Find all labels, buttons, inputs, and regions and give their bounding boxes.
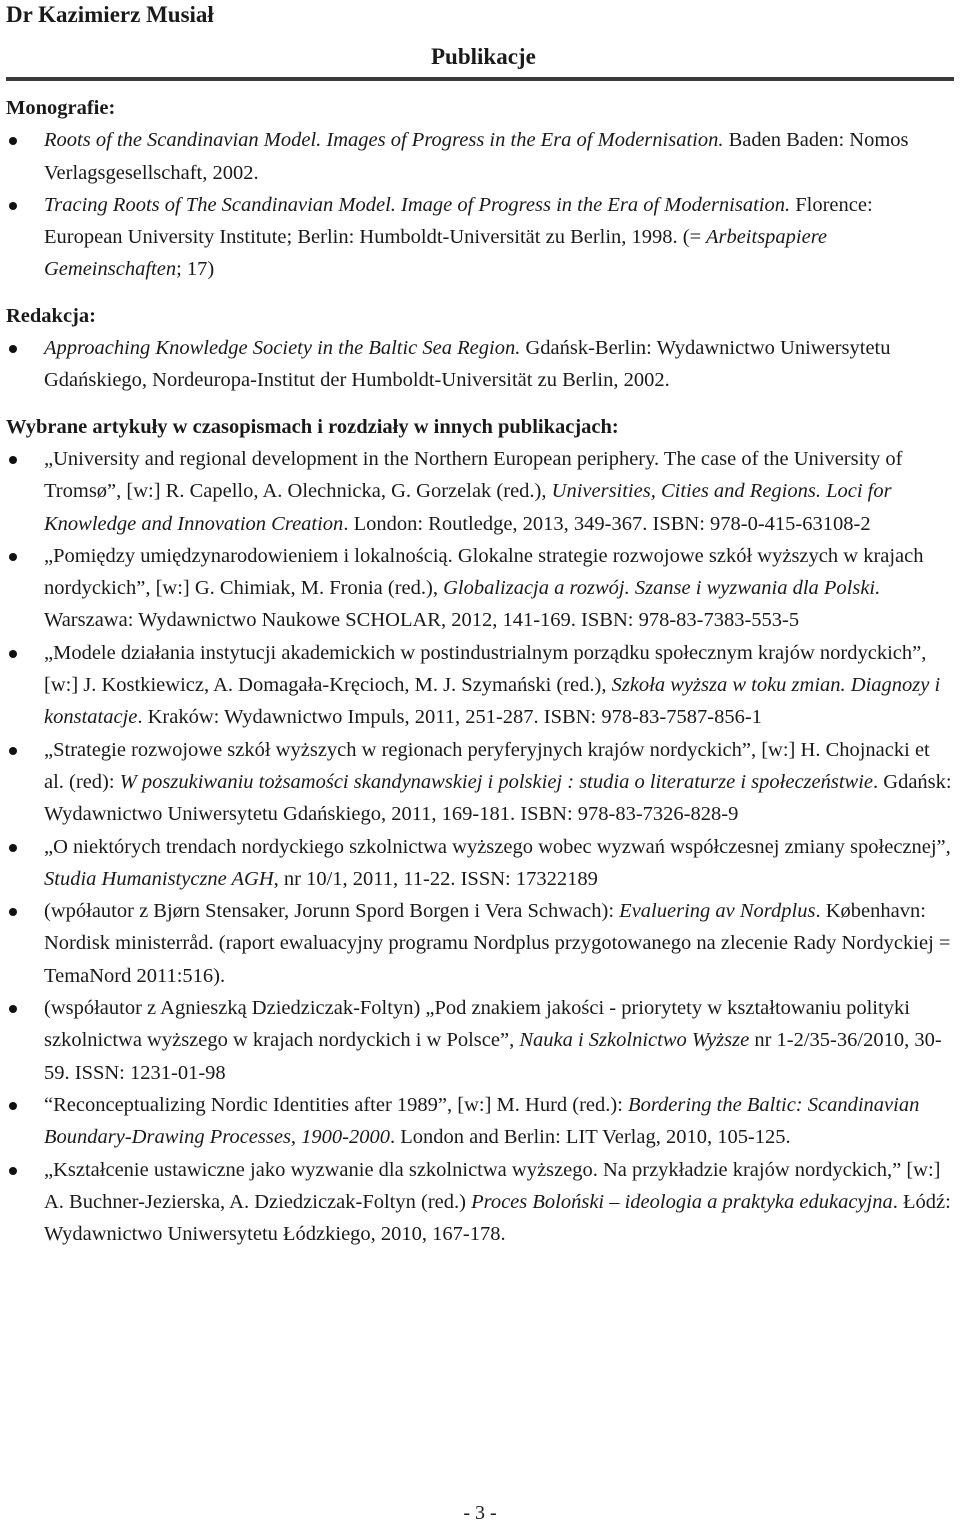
article-title: (współautor z Agnieszką Dziedziczak-Foltyn) „Pod znakiem jakości - priorytety w kształtowaniu polityki szkolnictwa wyższego w krajach nordyckich i w Polsce”, [44, 997, 910, 1052]
source-title: Universities, Cities and Regions. Loci for Knowledge and Innovation Creation [44, 480, 892, 535]
publication-details: . København: Nordisk ministerråd. (raport ewaluacyjny programu Nordplus przygotowanego na zlecenie Rady Nordyckiej = TemaNord 2011:516). [44, 900, 951, 987]
source-title: Nauka i Szkolnictwo Wyższe [519, 1029, 750, 1052]
article-title: „Kształcenie ustawiczne jako wyzwanie dla szkolnictwa wyższego. Na przykładzie krajów nordyckich,” [w:] A. Buchner-Jezierska, A. Dziedziczak-Foltyn (red.) [44, 1158, 941, 1213]
list-item [6, 443, 954, 540]
title-row [0, 40, 960, 80]
publication-details: , nr 10/1, 2011, 11-22. ISSN: 17322189 [273, 867, 598, 890]
list-item [6, 189, 954, 286]
publication-details: Warszawa: Wydawnictwo Naukowe SCHOLAR, 2012, 141-169. ISBN: 978-83-7383-553-5 [44, 609, 800, 632]
article-title: „Modele działania instytucji akademickich w postindustrialnym porządku społecznym krajów nordyckich”, [w:] J. Kostkiewicz, A. Domagała-Kręcioch, M. J. Szymański (red.), [44, 641, 927, 697]
section-heading-monografie: Monografie: [6, 97, 116, 119]
article-title: (wpółautor z Bjørn Stensaker, Jorunn Spord Borgen i Vera Schwach): [44, 900, 620, 923]
page-title: Publikacje [431, 44, 536, 69]
list-item [6, 332, 954, 397]
bullet-icon [9, 650, 17, 658]
monografie-list [6, 124, 954, 285]
series-title: Arbeitspapiere Gemeinschaften [44, 226, 828, 281]
title-divider [6, 77, 954, 81]
publication-details: . London and Berlin: LIT Verlag, 2010, 105-125. [390, 1126, 791, 1149]
publication-details: Gdańsk-Berlin: Wydawnictwo Uniwersytetu Gdańskiego, Nordeuropa-Institut der Humboldt-Universität zu Berlin, 2002. [44, 337, 891, 392]
bullet-icon [9, 1005, 17, 1013]
article-title: „Strategie rozwojowe szkół wyższych w regionach peryferyjnych krajów nordyckich”, [w:] H. Chojnacki et al. (red): [44, 738, 930, 793]
artykuly-list [6, 443, 954, 1250]
list-item [6, 895, 954, 992]
publication-details: . Łódź: Wydawnictwo Uniwersytetu Łódzkiego, 2010, 167-178. [44, 1190, 951, 1246]
list-item [6, 1154, 954, 1251]
publication-details: Baden Baden: Nomos Verlagsgesellschaft, 2002. [44, 129, 909, 184]
publication-details: nr 1-2/35-36/2010, 30-59. ISSN: 1231-01-98 [44, 1029, 942, 1084]
source-title: W poszukiwaniu tożsamości skandynawskiej i polskiej : studia o literaturze i społeczeństwie [119, 770, 874, 793]
bullet-icon [9, 345, 17, 353]
bullet-icon [9, 908, 17, 916]
article-title: „Pomiędzy umiędzynarodowieniem i lokalnością. Glokalne strategie rozwojowe szkół wyższych w krajach nordyckich”, [w:] G. Chimiak, M. Fronia (red.), [44, 544, 924, 600]
redakcja-list [6, 332, 954, 397]
source-title: Globalizacja a rozwój. Szanse i wyzwania dla Polski. [443, 577, 881, 600]
source-title: Szkoła wyższa w toku zmian. Diagnozy i konstatacje [44, 674, 941, 729]
bullet-icon [9, 747, 17, 755]
list-item [6, 1089, 954, 1154]
publications-content [6, 92, 954, 1250]
list-item [6, 992, 954, 1089]
publication-details: Florence: European University Institute; Berlin: Humboldt-Universität zu Berlin, 1998. (= [44, 193, 873, 249]
source-title: Studia Humanistyczne AGH [44, 867, 274, 890]
section-heading-artykuly: Wybrane artykuły w czasopismach i rozdziały w innych publikacjach: [6, 415, 619, 438]
publication-details: . London: Routledge, 2013, 349-367. ISBN: 978-0-415-63108-2 [343, 512, 871, 535]
list-item [6, 831, 954, 896]
series-number: ; 17) [176, 258, 215, 281]
bullet-icon [9, 844, 17, 852]
list-item [6, 734, 954, 831]
publication-title: Roots of the Scandinavian Model. Images of Progress in the Era of Modernisation. [44, 129, 724, 152]
bullet-icon [9, 456, 17, 464]
section-heading-redakcja: Redakcja: [6, 304, 96, 327]
list-item [6, 540, 954, 637]
article-title: „University and regional development in the Northern European periphery. The case of the University of Tromsø”, [w:] R. Capello, A. Olechnicka, G. Gorzelak (red.), [44, 447, 903, 503]
list-item [6, 124, 954, 189]
bullet-icon [9, 137, 17, 145]
page-number: - 3 - [463, 1502, 497, 1524]
publication-details: . Gdańsk: Wydawnictwo Uniwersytetu Gdańskiego, 2011, 169-181. ISBN: 978-83-7326-828-9 [44, 770, 952, 826]
source-title: Evaluering av Nordplus [619, 900, 816, 923]
article-title: „O niektórych trendach nordyckiego szkolnictwa wyższego wobec wyzwań współczesnej zmiany społecznej”, [44, 835, 951, 858]
bullet-icon [9, 1102, 17, 1110]
bullet-icon [9, 553, 17, 561]
bullet-icon [9, 202, 17, 210]
bullet-icon [9, 1167, 17, 1175]
list-item [6, 637, 954, 734]
article-title: “Reconceptualizing Nordic Identities after 1989”, [w:] M. Hurd (red.): [44, 1093, 629, 1116]
publication-title: Approaching Knowledge Society in the Baltic Sea Region. [44, 337, 521, 360]
publication-title: Tracing Roots of The Scandinavian Model. Image of Progress in the Era of Modernisation. [44, 193, 791, 216]
author-name: Dr Kazimierz Musiał [6, 2, 214, 27]
source-title: Proces Boloński – ideologia a praktyka edukacyjna [471, 1190, 893, 1213]
publication-details: . Kraków: Wydawnictwo Impuls, 2011, 251-287. ISBN: 978-83-7587-856-1 [137, 706, 762, 729]
source-title: Bordering the Baltic: Scandinavian Boundary-Drawing Processes, 1900-2000 [44, 1093, 920, 1149]
